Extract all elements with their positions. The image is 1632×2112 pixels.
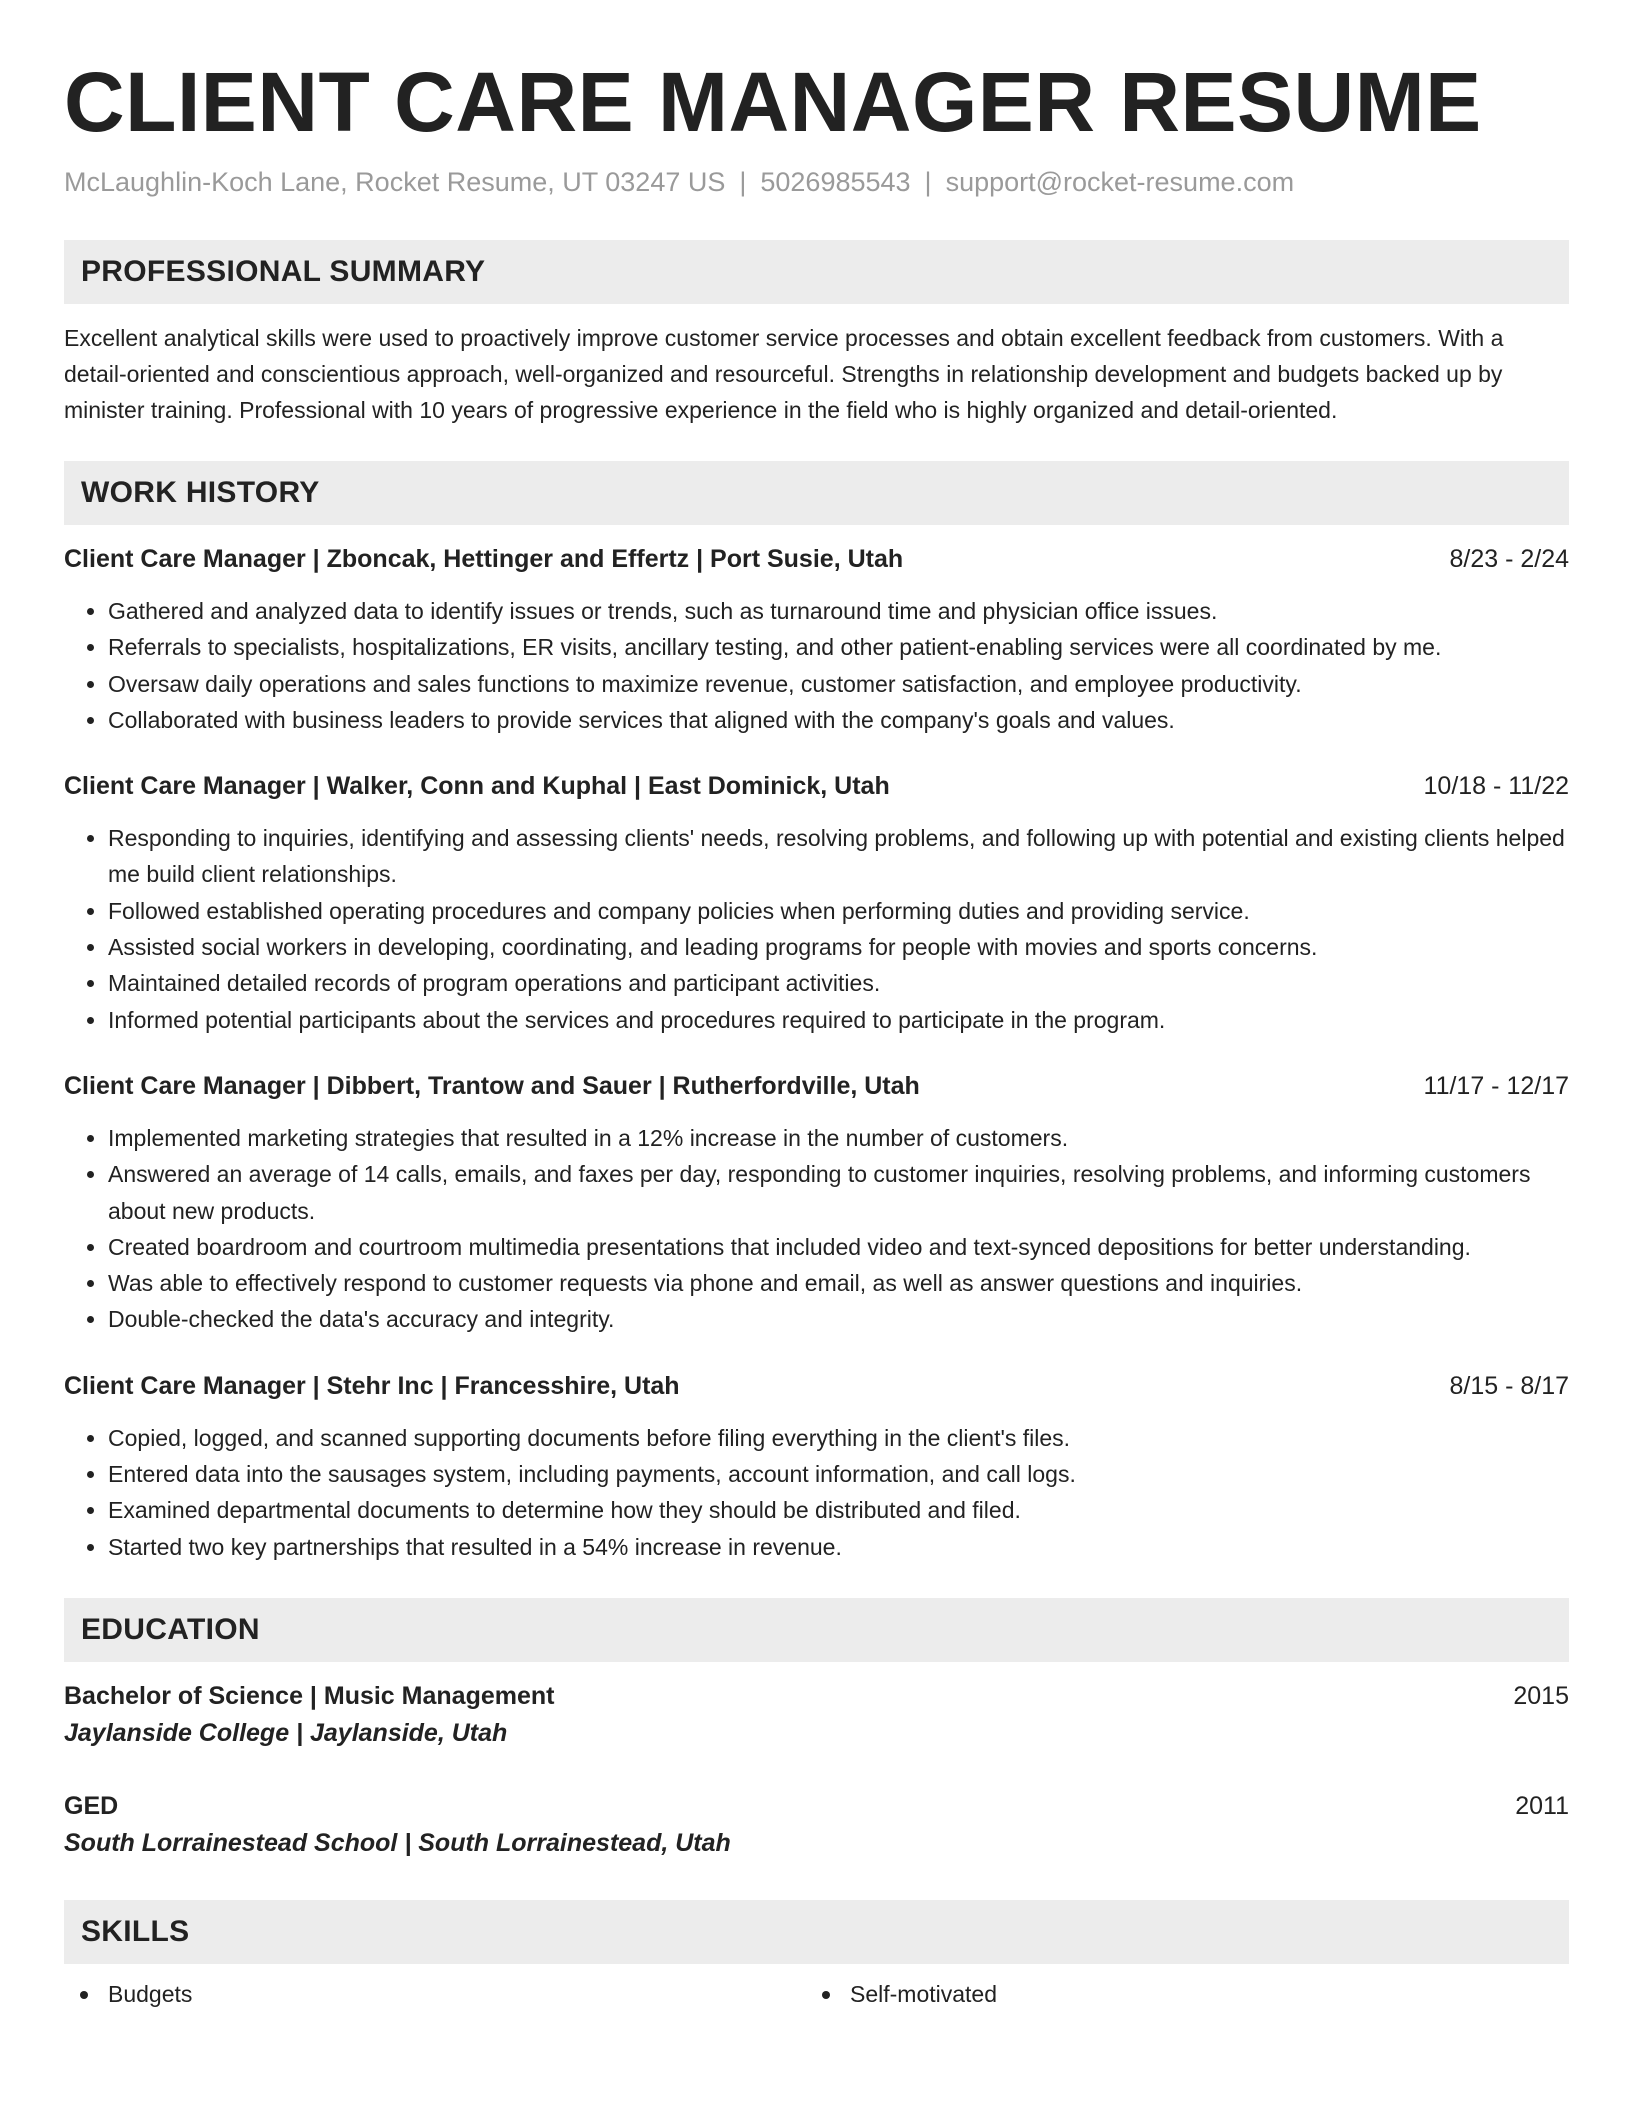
- contact-separator: |: [924, 167, 932, 197]
- job-bullet: • Gathered and analyzed data to identify issues or trends, such as turnaround time and physician office issues.: [108, 593, 1569, 629]
- contact-email: support@rocket-resume.com: [945, 167, 1295, 197]
- job-bullet: • Copied, logged, and scanned supporting documents before filing everything in the client's files.: [108, 1420, 1569, 1456]
- education-header: [64, 1678, 1569, 1714]
- job-bullet: • Double-checked the data's accuracy and integrity.: [108, 1301, 1569, 1337]
- skill-item: Budgets: [64, 1976, 806, 2012]
- contact-line: [64, 164, 1569, 200]
- education-degree: Bachelor of Science | Music Management: [64, 1681, 555, 1710]
- job-bullet: • Examined departmental documents to determine how they should be distributed and filed.: [108, 1492, 1569, 1528]
- section-heading-skills: SKILLS: [64, 1900, 1569, 1964]
- education-entry: [64, 1678, 1569, 1752]
- section-heading-work-history: WORK HISTORY: [64, 461, 1569, 525]
- job-bullet-list: [64, 593, 1569, 738]
- skill-item: Self-motivated: [806, 1976, 1548, 2012]
- education-header: [64, 1788, 1569, 1824]
- job-bullet-list: [64, 1120, 1569, 1338]
- summary-text: Excellent analytical skills were used to proactively improve customer service processes and obtain excellent feedback from customers. With a detail-oriented and conscientious approach, well-organized and resourceful. Strengths in relationship development and budgets backed up by minister training. Professional with 10 years of progressive experience in the field who is highly organized and detail-oriented.: [64, 325, 1504, 423]
- education-year: 2011: [1515, 1791, 1569, 1820]
- job-bullet: • Followed established operating procedures and company policies when performing duties and providing service.: [108, 893, 1569, 929]
- job-title: Client Care Manager | Stehr Inc | Francesshire, Utah: [64, 1371, 680, 1400]
- contact-phone: 5026985543: [760, 167, 911, 197]
- job-entry: [64, 1368, 1569, 1565]
- job-title: Client Care Manager | Zboncak, Hettinger and Effertz | Port Susie, Utah: [64, 545, 904, 573]
- contact-separator: |: [739, 167, 747, 197]
- contact-address: McLaughlin-Koch Lane, Rocket Resume, UT 03247 US: [64, 167, 726, 197]
- education-school: Jaylanside College | Jaylanside, Utah: [64, 1718, 508, 1747]
- job-bullet: • Assisted social workers in developing, coordinating, and leading programs for people with movies and sports concerns.: [108, 929, 1569, 965]
- job-dates: 8/23 - 2/24: [1449, 545, 1569, 573]
- job-bullet: • Responding to inquiries, identifying and assessing clients' needs, resolving problems, and following up with potential and existing clients helped me build client relationships.: [108, 820, 1569, 893]
- job-bullet: • Was able to effectively respond to customer requests via phone and email, as well as answer questions and inquiries.: [108, 1265, 1569, 1301]
- job-bullet: • Answered an average of 14 calls, emails, and faxes per day, responding to customer inquiries, resolving problems, and informing customers about new products.: [108, 1156, 1569, 1229]
- job-bullet: • Started two key partnerships that resulted in a 54% increase in revenue.: [108, 1529, 1569, 1565]
- education-degree: GED: [64, 1791, 119, 1820]
- job-title: Client Care Manager | Walker, Conn and Kuphal | East Dominick, Utah: [64, 772, 890, 801]
- job-title: Client Care Manager | Dibbert, Trantow and Sauer | Rutherfordville, Utah: [64, 1071, 920, 1100]
- resume-title: CLIENT CARE MANAGER RESUME: [64, 55, 1482, 149]
- job-bullet: • Referrals to specialists, hospitalizations, ER visits, ancillary testing, and other patient-enabling services were all coordinated by me.: [108, 629, 1569, 665]
- job-dates: 8/15 - 8/17: [1449, 1371, 1569, 1400]
- job-bullet: • Created boardroom and courtroom multimedia presentations that included video and text-synced depositions for better understanding.: [108, 1229, 1569, 1265]
- job-bullet: • Collaborated with business leaders to provide services that aligned with the company's goals and values.: [108, 702, 1569, 738]
- education-school: South Lorrainestead School | South Lorrainestead, Utah: [64, 1828, 731, 1857]
- job-header: [64, 1068, 1569, 1104]
- job-header: [64, 541, 1569, 577]
- section-heading-education: EDUCATION: [64, 1598, 1569, 1662]
- job-bullet: • Maintained detailed records of program operations and participant activities.: [108, 965, 1569, 1001]
- job-bullet: • Implemented marketing strategies that resulted in a 12% increase in the number of customers.: [108, 1120, 1569, 1156]
- education-entry: [64, 1788, 1569, 1862]
- job-bullet: • Informed potential participants about the services and procedures required to participate in the program.: [108, 1002, 1569, 1038]
- job-header: [64, 1368, 1569, 1404]
- job-entry: [64, 768, 1569, 1038]
- job-bullet-list: [64, 1420, 1569, 1565]
- job-bullet: • Entered data into the sausages system, including payments, account information, and call logs.: [108, 1456, 1569, 1492]
- section-heading-summary: PROFESSIONAL SUMMARY: [64, 240, 1569, 304]
- job-dates: 11/17 - 12/17: [1423, 1071, 1569, 1100]
- job-bullet: • Oversaw daily operations and sales functions to maximize revenue, customer satisfaction, and employee productivity.: [108, 666, 1569, 702]
- skills-list: [64, 1976, 1569, 2012]
- job-dates: 10/18 - 11/22: [1423, 772, 1569, 801]
- job-bullet-list: [64, 820, 1569, 1038]
- job-header: [64, 768, 1569, 804]
- job-entry: [64, 541, 1569, 738]
- education-year: 2015: [1513, 1681, 1569, 1710]
- job-entry: [64, 1068, 1569, 1338]
